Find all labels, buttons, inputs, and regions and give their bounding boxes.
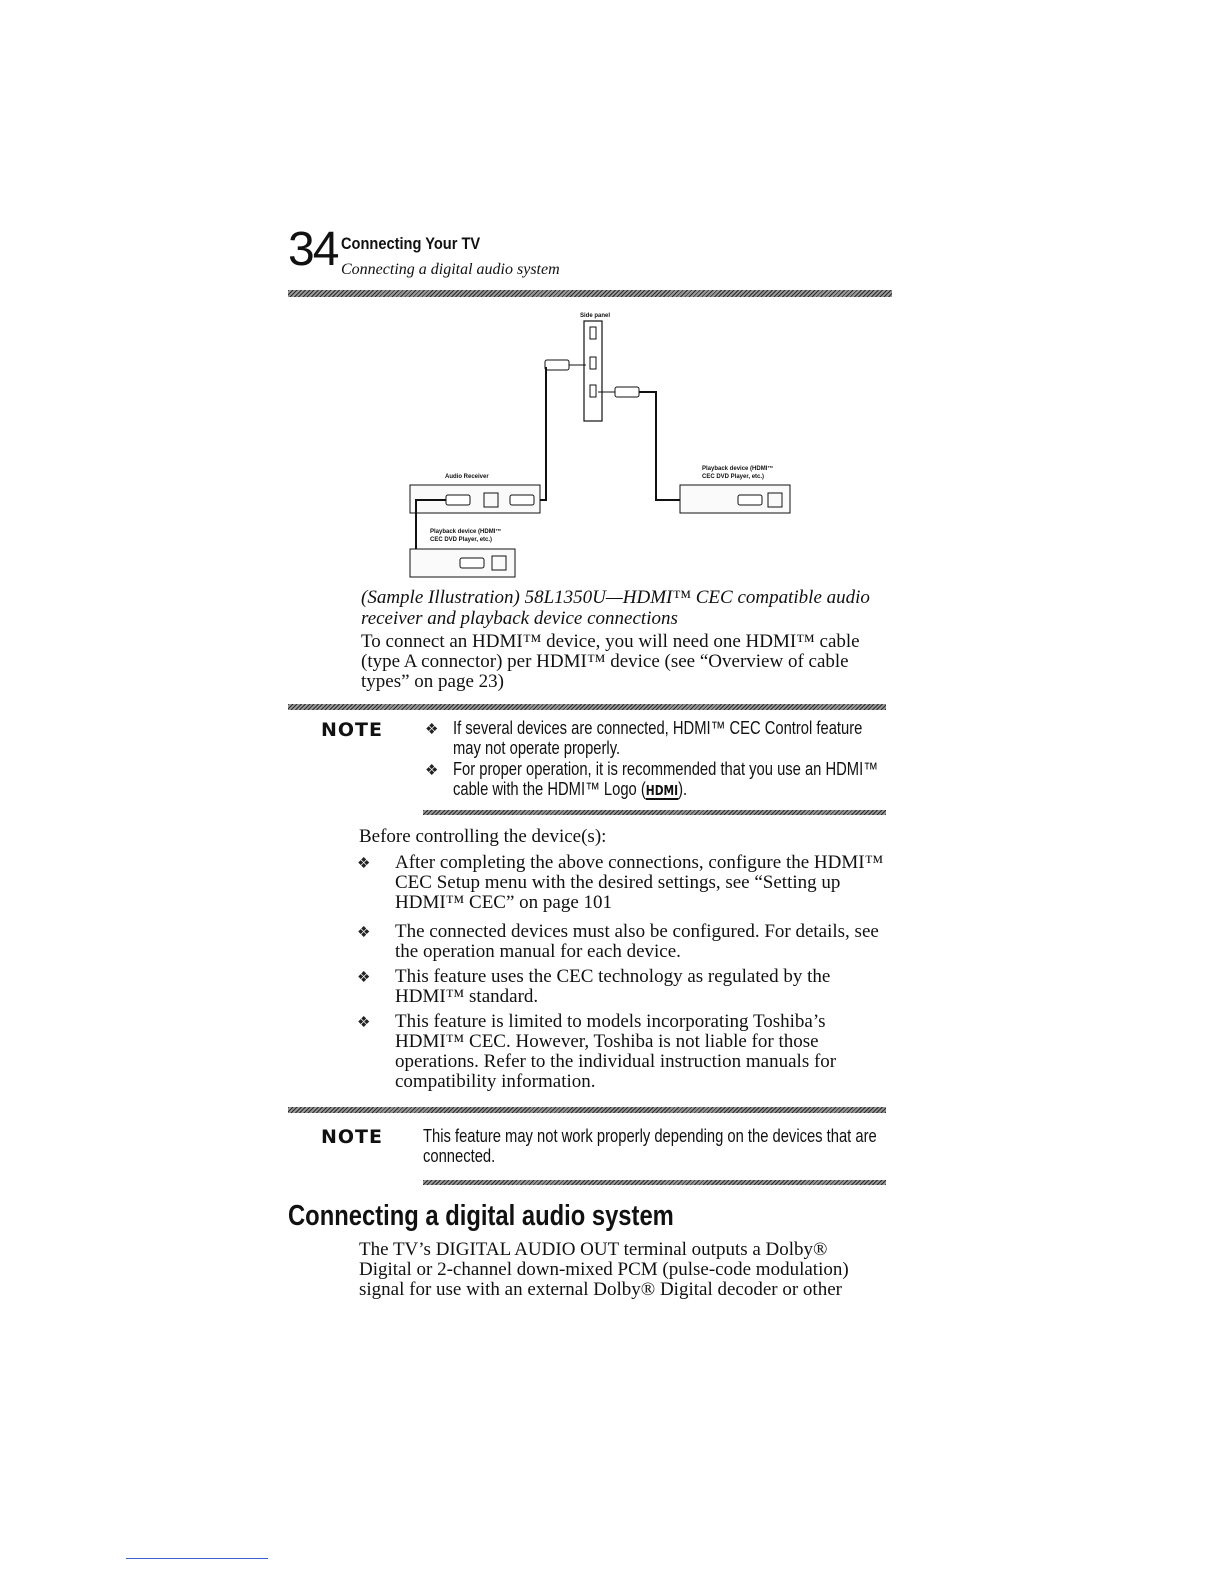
bullet-icon: ❖ bbox=[357, 970, 371, 986]
bullet-icon: ❖ bbox=[357, 856, 371, 872]
playback-right-label-2: CEC DVD Player, etc.) bbox=[702, 474, 765, 480]
note1-bottom-rule bbox=[423, 810, 886, 815]
bullet-icon: ❖ bbox=[357, 925, 371, 941]
hdmi-plug-icon bbox=[545, 360, 569, 370]
list-item-text: This feature uses the CEC technology as regulated by the HDMI™ standard. bbox=[395, 966, 831, 1007]
intro-paragraph: To connect an HDMI™ device, you will need one HDMI™ cable (type A connector) per HDMI™ device (see “Overview of cable types” on page 23) bbox=[361, 631, 860, 692]
playback-left-label-2: CEC DVD Player, etc.) bbox=[430, 537, 493, 543]
note1-item-1: If several devices are connected, HDMI™ CEC Control feature may not operate properly. bbox=[453, 718, 863, 758]
bullet-icon: ❖ bbox=[357, 1015, 371, 1031]
note1-item-2-text: For proper operation, it is recommended that you use an HDMI™ cable with the HDMI™ Logo ( bbox=[453, 759, 878, 799]
side-panel-label: Side panel bbox=[580, 313, 611, 319]
cable-audio-receiver bbox=[532, 367, 546, 500]
before-controlling-text: Before controlling the device(s): bbox=[359, 826, 607, 847]
note2-bottom-rule bbox=[423, 1180, 886, 1185]
note2-text: This feature may not work properly depending on the devices that are connected. bbox=[423, 1126, 877, 1166]
connection-diagram bbox=[400, 305, 800, 580]
section-subtitle: Connecting a digital audio system bbox=[341, 261, 560, 278]
hdmi-port-1 bbox=[590, 327, 596, 339]
list-item-text: After completing the above connections, configure the HDMI™ CEC Setup menu with the desired settings, see “Setting up HDMI™ CEC” on page 101 bbox=[395, 852, 884, 913]
hdmi-plug-icon bbox=[446, 495, 470, 505]
list-item-text: This feature is limited to models incorporating Toshiba’s HDMI™ CEC. However, Toshiba is not liable for those operations. Refer to the individual instruction manuals for compatibility information. bbox=[395, 1011, 837, 1092]
hdmi-plug-icon bbox=[615, 387, 639, 397]
tv-side-panel bbox=[584, 321, 602, 421]
hdmi-logo-icon: HDMI bbox=[645, 784, 679, 799]
figure-caption: (Sample Illustration) 58L1350U—HDMI™ CEC compatible audio receiver and playback device connections bbox=[361, 587, 870, 629]
note1-item-2-suffix: ). bbox=[678, 779, 688, 799]
note1-bullet-icon: ❖ bbox=[425, 722, 439, 738]
cable-playback-right bbox=[639, 392, 682, 500]
section-body: The TV’s DIGITAL AUDIO OUT terminal outputs a Dolby® Digital or 2-channel down-mixed PCM (pulse-code modulation) signal for use with an external Dolby® Digital decoder or other bbox=[359, 1239, 849, 1300]
chapter-title: Connecting Your TV bbox=[341, 234, 481, 253]
hdmi-port-3 bbox=[590, 385, 596, 397]
page-number: 34 bbox=[288, 223, 338, 276]
playback-right-label-1: Playback device (HDMI™ bbox=[702, 466, 774, 472]
note2-label: NOTE bbox=[321, 1126, 383, 1148]
note2-top-rule bbox=[288, 1107, 886, 1113]
hdmi-plug-icon bbox=[460, 558, 484, 568]
header-rule bbox=[288, 290, 892, 297]
footer-rule bbox=[126, 1558, 268, 1559]
playback-left-label-1: Playback device (HDMI™ bbox=[430, 529, 502, 535]
playback-device-right bbox=[680, 485, 790, 513]
section-heading: Connecting a digital audio system bbox=[288, 1200, 674, 1232]
hdmi-port-2 bbox=[590, 357, 596, 369]
note1-top-rule bbox=[288, 704, 886, 710]
audio-receiver-label: Audio Receiver bbox=[445, 474, 489, 480]
note1-bullet-icon: ❖ bbox=[425, 763, 439, 779]
note1-item-2 bbox=[453, 759, 879, 800]
hdmi-plug-icon bbox=[738, 495, 762, 505]
list-item-text: The connected devices must also be configured. For details, see the operation manual for each device. bbox=[395, 921, 879, 962]
hdmi-plug-icon bbox=[510, 495, 534, 505]
note1-label: NOTE bbox=[321, 719, 383, 741]
